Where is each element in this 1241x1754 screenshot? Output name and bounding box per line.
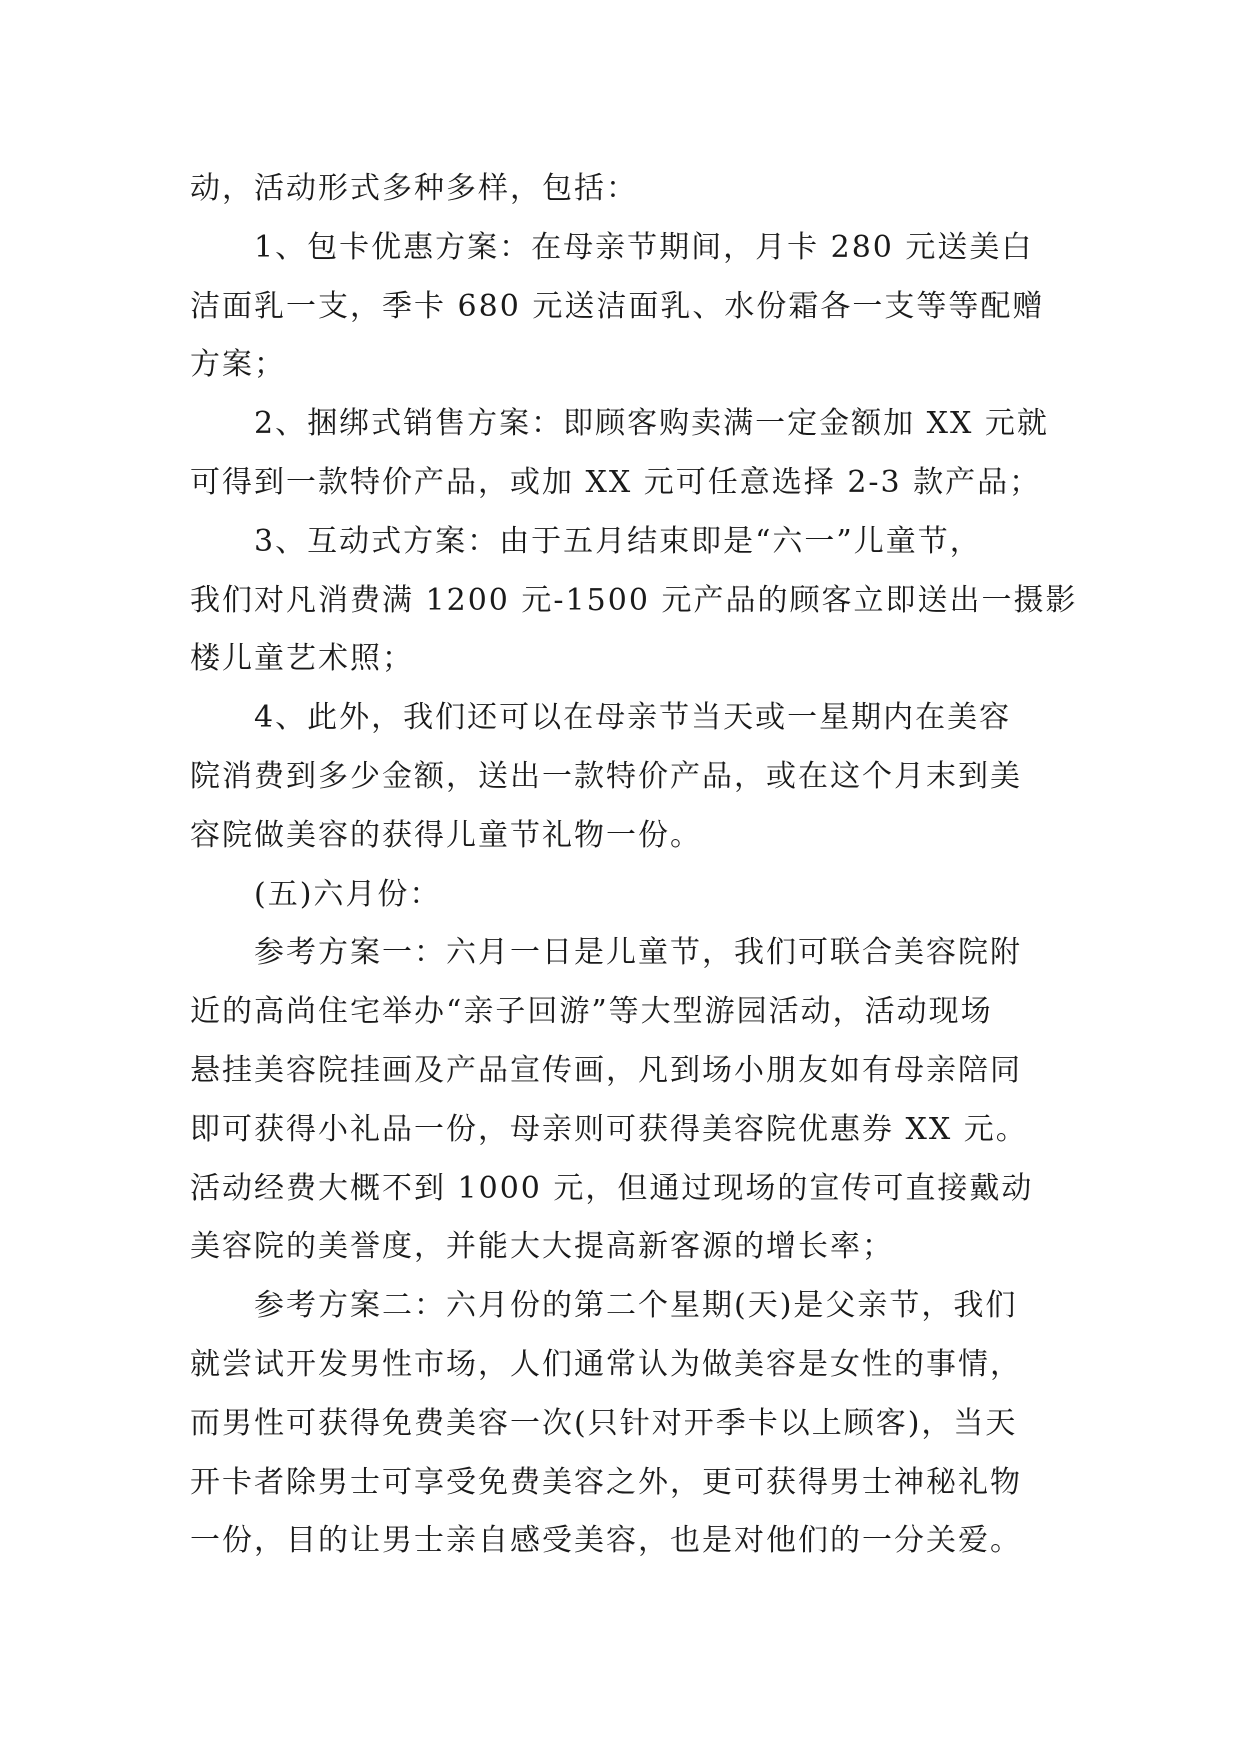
text-line: 活动经费大概不到 1000 元，但通过现场的宣传可直接戴动 [190,1170,1034,1206]
paragraph-start-line: 2、捆绑式销售方案：即顾客购卖满一定金额加 XX 元就 [254,406,1049,442]
paragraph-start-line: 3、互动式方案：由于五月结束即是“六一”儿童节， [254,523,982,559]
text-line: 而男性可获得免费美容一次(只针对开季卡以上顾客)，当天 [190,1405,1018,1441]
text-line: 洁面乳一支，季卡 680 元送洁面乳、水份霜各一支等等配赠 [190,288,1045,324]
text-line: 动，活动形式多种多样，包括： [190,171,638,206]
paragraph-start-line: 1、包卡优惠方案：在母亲节期间，月卡 280 元送美白 [254,229,1034,265]
text-line: 容院做美容的获得儿童节礼物一份。 [190,817,702,853]
text-line: 院消费到多少金额，送出一款特价产品，或在这个月末到美 [190,758,1022,794]
paragraph-start-line: 参考方案一：六月一日是儿童节，我们可联合美容院附 [254,935,1022,971]
text-line: 开卡者除男士可享受免费美容之外，更可获得男士神秘礼物 [190,1464,1022,1500]
document-body [190,160,1078,1571]
text-line: 一份，目的让男士亲自感受美容，也是对他们的一分关爱。 [190,1523,1022,1559]
text-line: 悬挂美容院挂画及产品宣传画，凡到场小朋友如有母亲陪同 [190,1052,1022,1088]
text-line: 可得到一款特价产品，或加 XX 元可任意选择 2-3 款产品； [190,464,1042,500]
paragraph-start-line: 参考方案二：六月份的第二个星期(天)是父亲节，我们 [254,1288,1018,1324]
text-line: 就尝试开发男性市场，人们通常认为做美容是女性的事情， [190,1346,1022,1382]
text-line: 我们对凡消费满 1200 元-1500 元产品的顾客立即送出一摄影 [190,582,1078,618]
text-line: 美容院的美誉度，并能大大提高新客源的增长率； [190,1229,894,1265]
text-line: 近的高尚住宅举办“亲子回游”等大型游园活动，活动现场 [190,994,993,1030]
section-heading: (五)六月份： [254,876,442,912]
paragraph-start-line: 4、此外，我们还可以在母亲节当天或一星期内在美容 [254,700,1012,736]
text-line: 楼儿童艺术照； [190,641,414,677]
text-line: 即可获得小礼品一份，母亲则可获得美容院优惠券 XX 元。 [190,1111,1028,1147]
text-line: 方案； [190,347,286,383]
